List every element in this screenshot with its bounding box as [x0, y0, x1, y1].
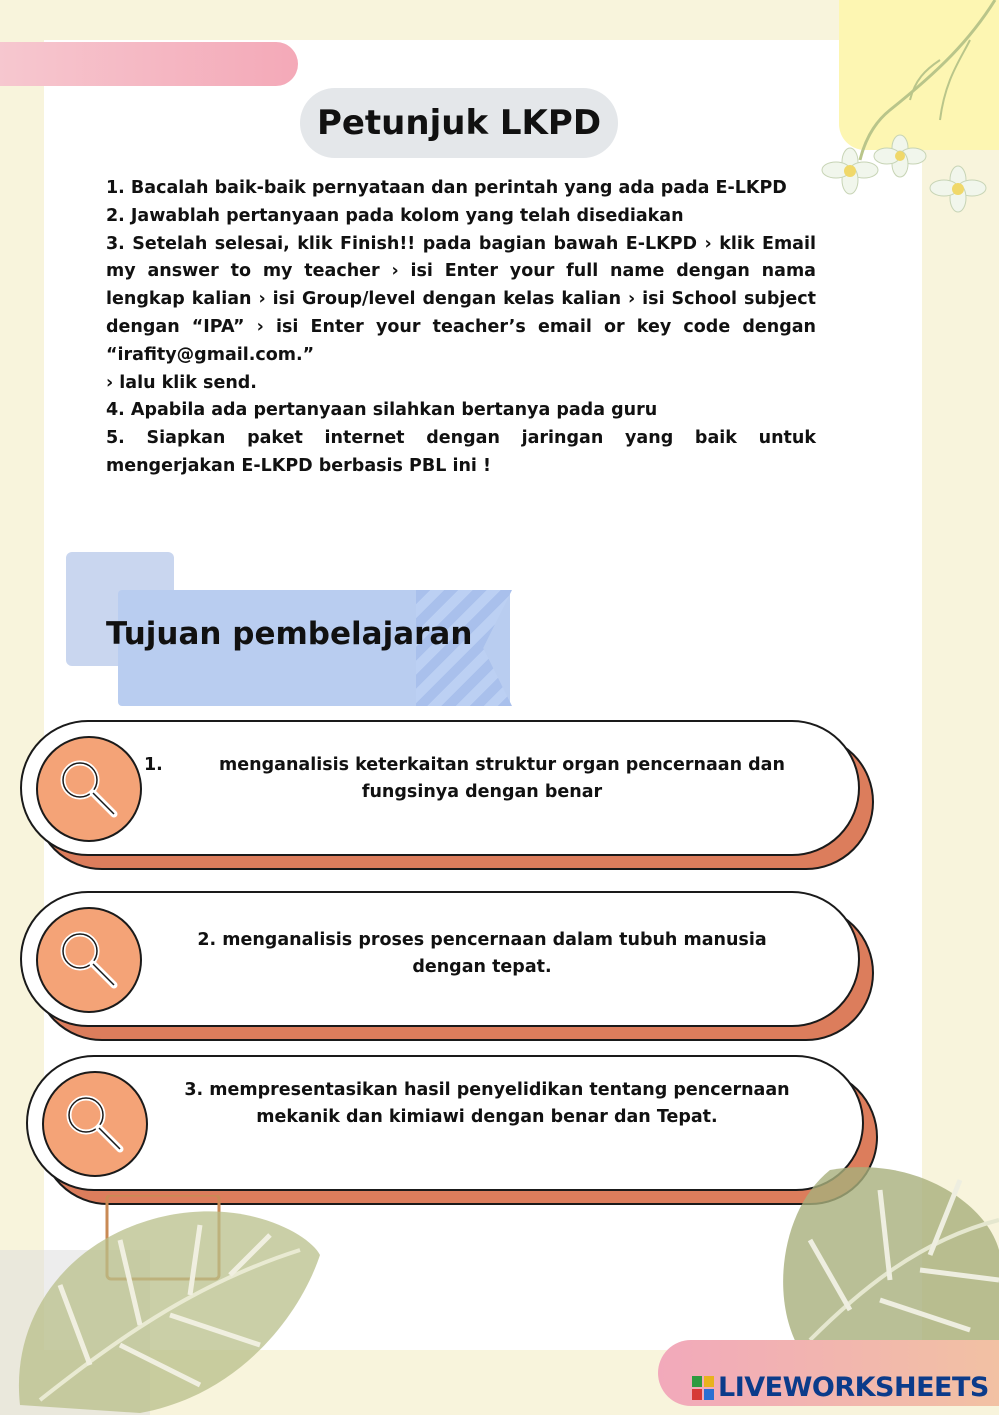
- instruction-list: [106, 175, 816, 481]
- flower-branch-decoration: [820, 0, 999, 215]
- goal-line: dengan tepat.: [412, 957, 552, 977]
- goal-card-3: [26, 1055, 864, 1191]
- decorative-pink-strip: [0, 42, 298, 86]
- section-title: Tujuan pembelajaran: [106, 616, 473, 652]
- page-title: Petunjuk LKPD: [300, 88, 618, 158]
- goal-line: 2. menganalisis proses pencernaan dalam tubuh manusia: [197, 930, 767, 950]
- goal-line: 3. mempresentasikan hasil penyelidikan tentang pencernaan: [184, 1080, 790, 1100]
- goal-text: [144, 752, 820, 806]
- instruction-item: 1. Bacalah baik-baik pernyataan dan perintah yang ada pada E-LKPD: [106, 178, 787, 198]
- instruction-item: 2. Jawablah pertanyaan pada kolom yang telah disediakan: [106, 205, 684, 226]
- monstera-leaf-decoration: [0, 1195, 330, 1415]
- magnifier-icon: [36, 736, 142, 842]
- goal-line: fungsinya dengan benar: [361, 782, 603, 802]
- goal-number: 1.: [144, 755, 163, 775]
- instruction-item: 5. Siapkan paket internet dengan jaringan yang baik untuk mengerjakan E-LKPD berbasis PBL ini !: [106, 428, 816, 476]
- goal-line: menganalisis keterkaitan struktur organ pencernaan dan: [219, 755, 785, 775]
- goal-text: [150, 1077, 824, 1131]
- magnifier-icon: [42, 1071, 148, 1177]
- liveworksheets-logo: [692, 1372, 989, 1403]
- instruction-item: 4. Apabila ada pertanyaan silahkan bertanya pada guru: [106, 400, 658, 421]
- watermark-text: LIVEWORKSHEETS: [718, 1372, 989, 1403]
- section-ribbon: [66, 552, 516, 710]
- instruction-item: 3. Setelah selesai, klik Finish!! pada bagian bawah E-LKPD › klik Email my answer to my teacher › isi Enter your full name dengan nama lengkap kalian › isi Group/level dengan kelas kalian › isi School subject dengan “IPA” › isi Enter your teacher’s email or key code dengan “irafity@gmail.com.”: [106, 233, 816, 365]
- goal-card-1: [20, 720, 860, 856]
- goal-text: [144, 927, 820, 981]
- goal-card-2: [20, 891, 860, 1027]
- liveworksheets-grid-icon: [692, 1376, 714, 1400]
- goal-line: mekanik dan kimiawi dengan benar dan Tepat.: [256, 1107, 718, 1127]
- magnifier-icon: [36, 907, 142, 1013]
- monstera-leaf-decoration: [770, 1160, 999, 1350]
- instruction-item: › lalu klik send.: [106, 372, 257, 393]
